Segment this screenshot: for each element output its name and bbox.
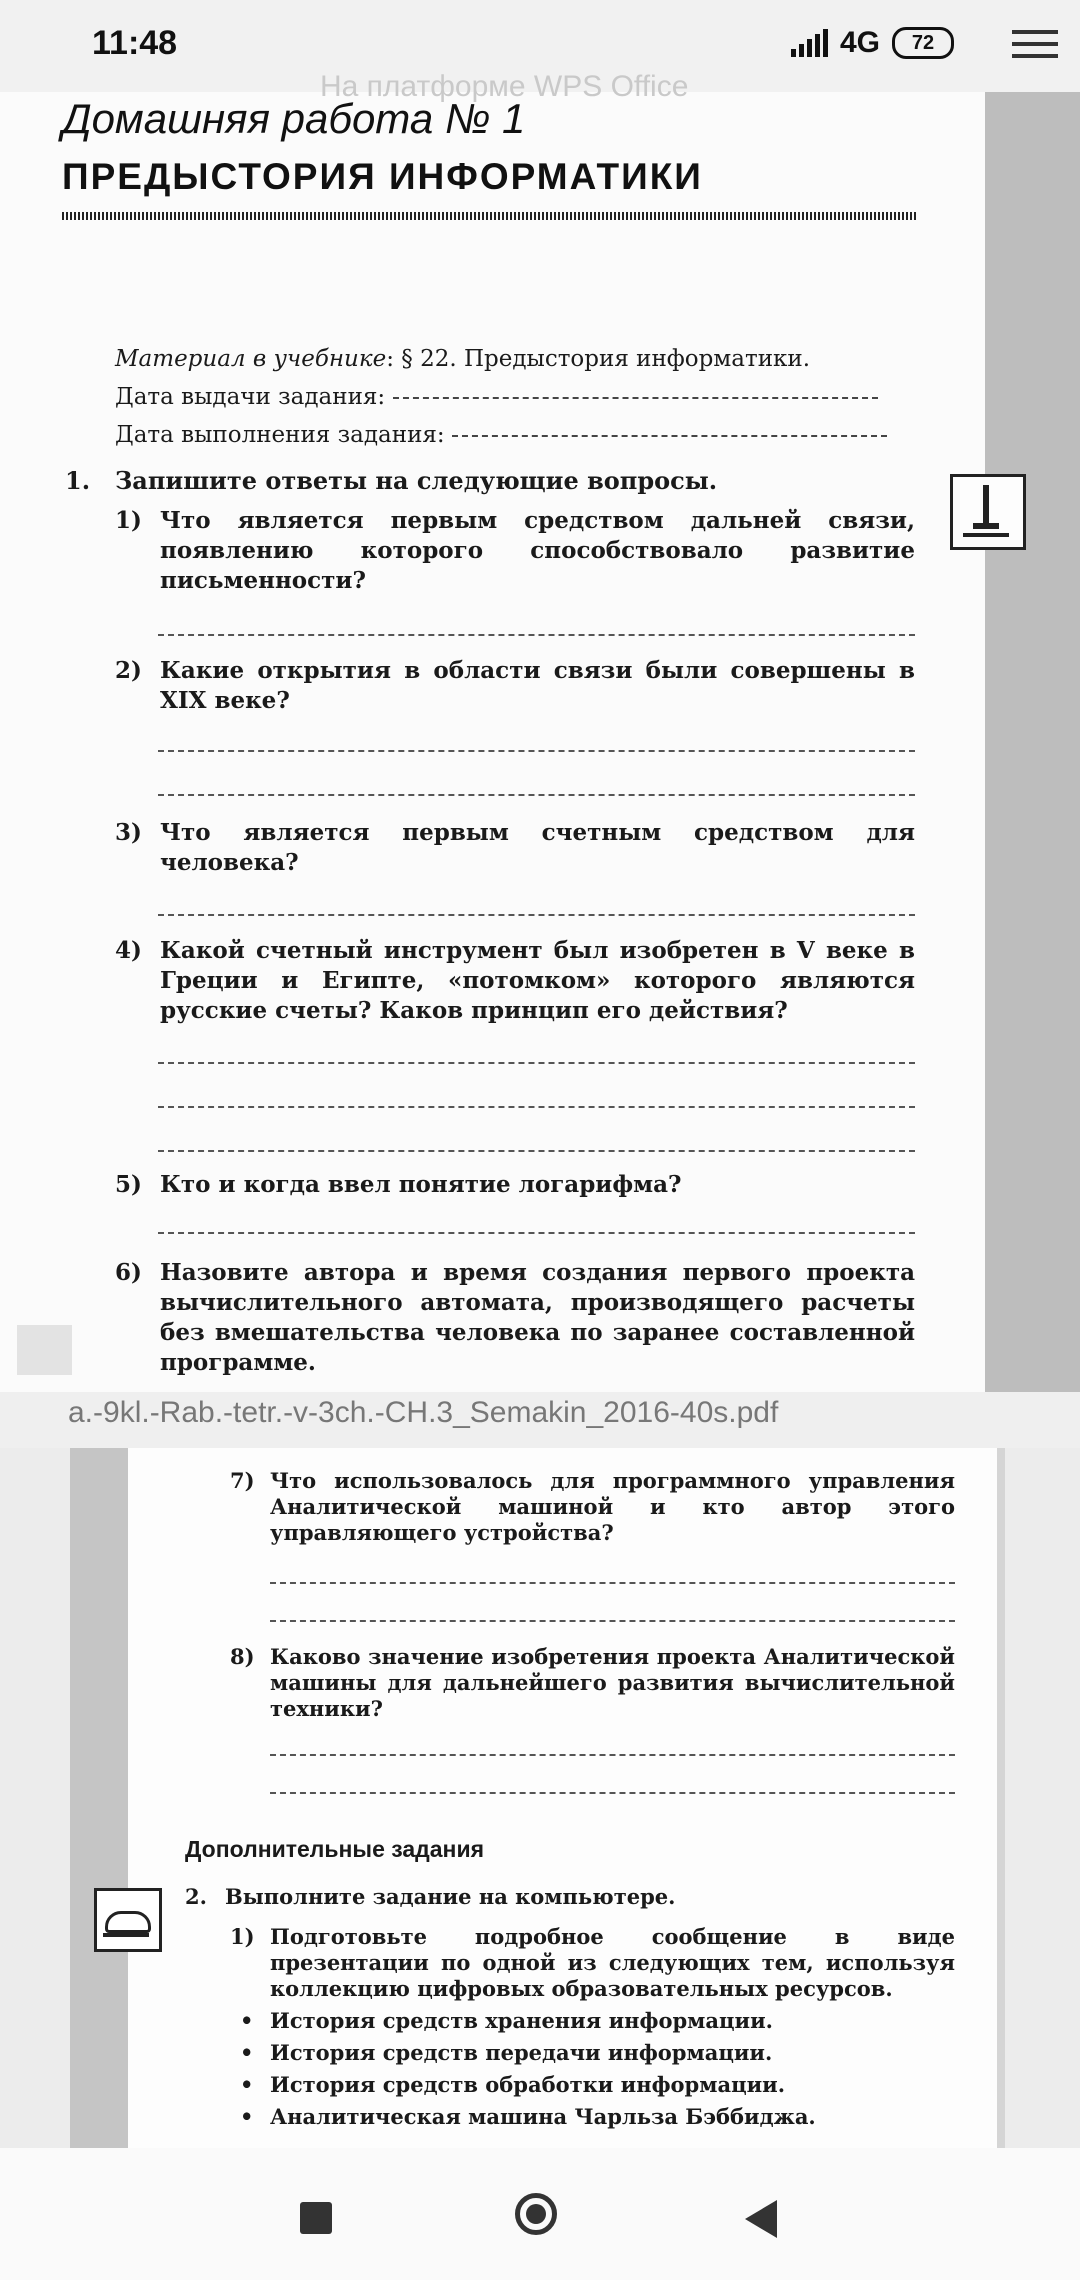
task-1-number: 1. [65,466,91,495]
task-1-text: Запишите ответы на следующие вопросы. [115,466,718,495]
answer-line [158,794,915,796]
issue-date-line [115,384,878,410]
homework-title: Домашняя работа № 1 [62,95,526,142]
page-margin-strip [70,1448,128,2148]
done-date-blank [452,435,887,437]
divider [62,212,917,220]
computer-mouse-icon [94,1888,162,1952]
signal-icon [791,29,828,57]
issue-date-blank [393,397,878,399]
answer-line [158,1150,915,1152]
answer-line [270,1792,955,1794]
status-indicators [791,26,954,60]
network-type: 4G [839,26,880,59]
answer-line [158,750,915,752]
answer-line [158,1232,915,1234]
topic-heading: ПРЕДЫСТОРИЯ ИНФОРМАТИКИ [62,156,703,197]
material-value: : § 22. Предыстория информатики. [386,346,811,372]
document-page-1: Домашняя работа № 1 ПРЕДЫСТОРИЯ ИНФОРМАТИКИ Материал в учебнике: § 22. Предыстория информатики. Дата выдачи задания: Дата выполнения задания: 1. Запишите ответы на следующие вопросы. 1) Что является первым средством дальней связи, появлению которого способствовало развитие письменности? 2) Какие открытия в области связи были совершены в XIX веке? 3) Что является первым счетным средством для человека? 4) Какой счетный инструмент был изобретен в V веке в Греции и Египте, «потомком» которого являются русские счеты? Каков принцип его действия? 5) Кто и когда ввел понятие логарифма? 6) Назовите автора и время создания первого проекта вычислительного автомата, производящего расчеты без вмешательства человека по заранее составленной программе. [0,92,985,1392]
document-page-2: 7) Что использовалось для программного управления Аналитической машиной и кто автор этого управляющего устройства? 8) Каково значение изобретения проекта Аналитической машины для дальнейшего развития вычислительной техники? Дополнительные задания 2. Выполните задание на компьютере. 1) Подготовьте подробное сообщение в виде презентации по одной из следующих тем, используя коллекцию цифровых образовательных ресурсов. • История средств хранения информации. • История средств передачи информации. • История средств обработки информации. • Аналитическая машина Чарльза Бэббиджа. [70,1448,1005,2148]
issue-date-label: Дата выдачи задания: [115,384,386,410]
answer-line [270,1754,955,1756]
page-thumbnail[interactable] [17,1325,72,1375]
battery-level: 72 [911,31,935,54]
answer-line [158,634,915,636]
list-item: • Аналитическая машина Чарльза Бэббиджа. [240,2104,816,2129]
clock: 11:48 [92,24,178,62]
home-icon[interactable] [515,2193,557,2235]
material-label: Материал в учебнике [115,346,387,372]
list-item: • История средств обработки информации. [240,2072,786,2097]
additional-tasks-heading: Дополнительные задания [185,1836,485,1862]
answer-line [270,1582,955,1584]
done-date-label: Дата выполнения задания: [115,422,445,448]
menu-icon[interactable] [1012,22,1058,68]
answer-line [158,1062,915,1064]
answer-line [158,1106,915,1108]
material-line [115,346,810,372]
answer-line [158,914,915,916]
file-name: a.-9kl.-Rab.-tetr.-v-3ch.-CH.3_Semakin_2016-40s.pdf [68,1396,779,1429]
list-item: • История средств передачи информации. [240,2040,773,2065]
answer-line [270,1620,955,1622]
page-margin-strip [985,92,1080,1392]
battery-icon [892,27,954,59]
recents-icon[interactable] [300,2202,332,2234]
pen-icon [950,474,1026,550]
back-icon[interactable] [745,2200,777,2238]
list-item: • История средств хранения информации. [240,2008,773,2033]
watermark-title: На платформе WPS Office [320,70,689,103]
done-date-line [115,422,887,448]
page-edge [997,1448,1005,2148]
